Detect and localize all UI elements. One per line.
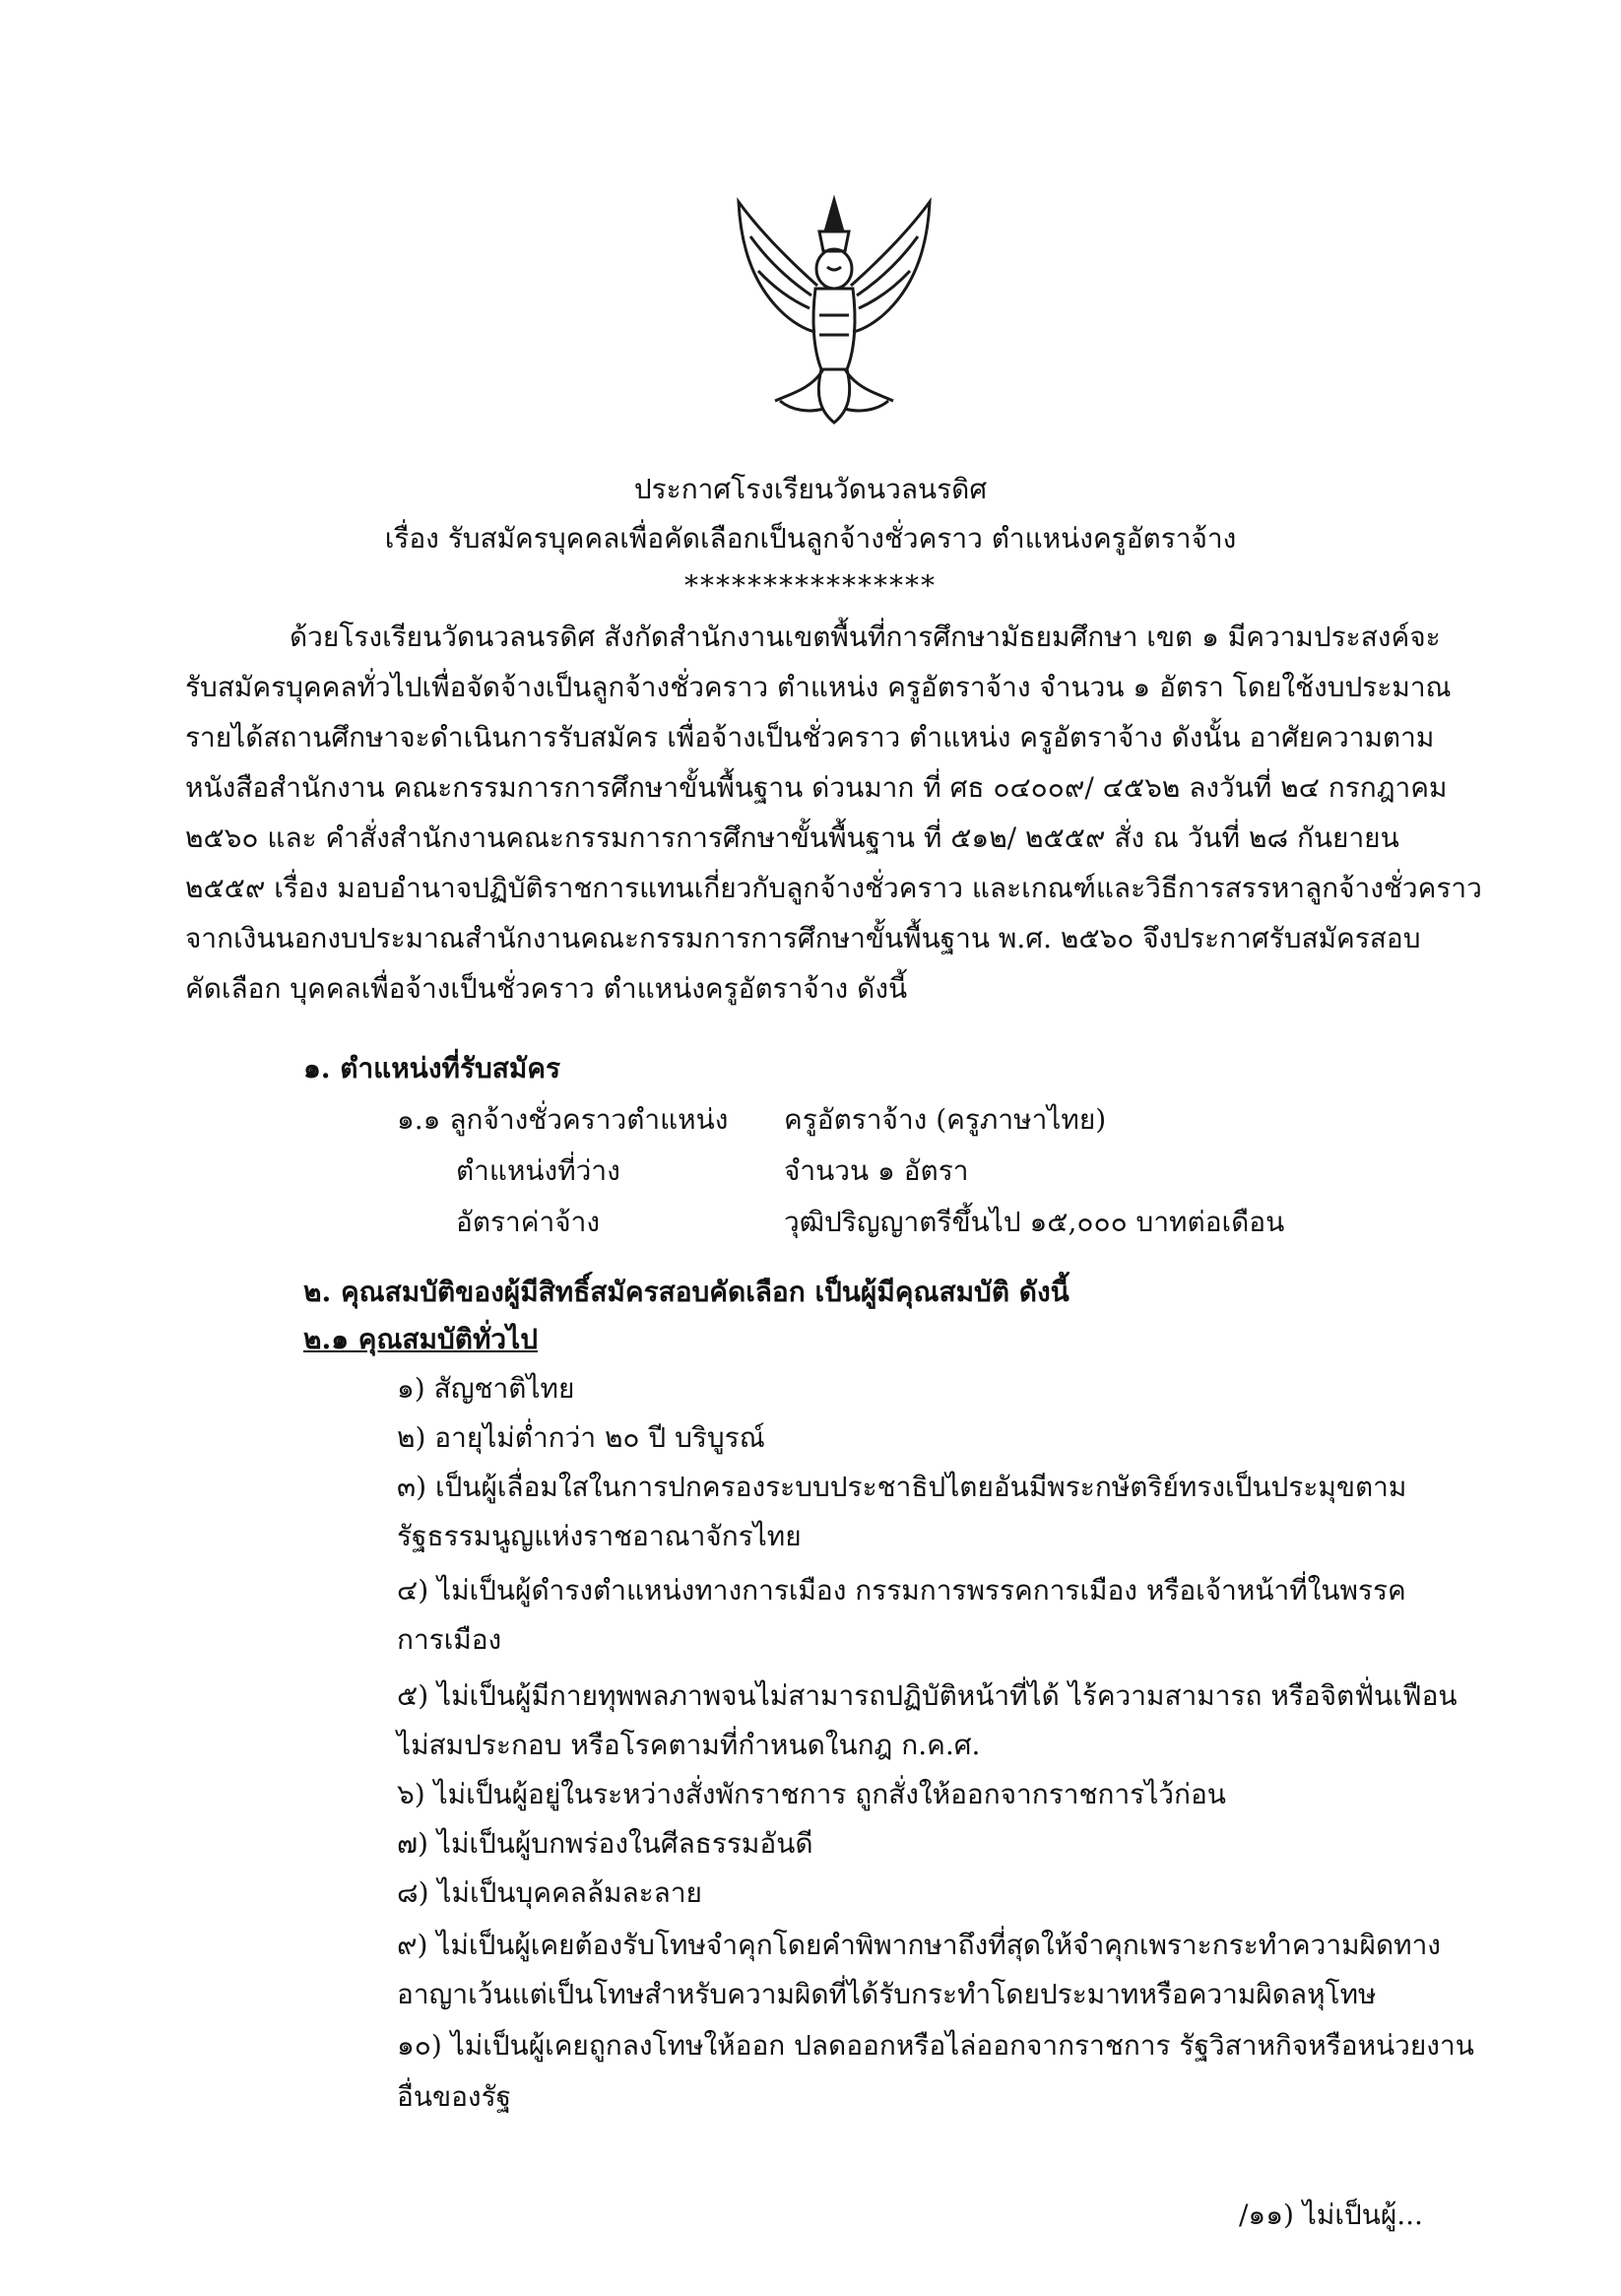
qualification-item-continued: ไม่สมประกอบ หรือโรคตามที่กำหนดในกฎ ก.ค.ศ.	[397, 1729, 981, 1761]
section-2-1-heading: ๒.๑ คุณสมบัติทั่วไป	[303, 1323, 538, 1355]
notice-subject: เรื่อง รับสมัครบุคคลเพื่อคัดเลือกเป็นลูกจ้างชั่วคราว ตำแหน่งครูอัตราจ้าง	[384, 522, 1237, 555]
vacancy-value: จำนวน ๑ อัตรา	[784, 1154, 969, 1187]
intro-line-8: คัดเลือก บุคคลเพื่อจ้างเป็นชั่วคราว ตำแหน่งครูอัตราจ้าง ดังนี้	[185, 972, 908, 1005]
qualification-item: ๓) เป็นผู้เลื่อมใสในการปกครองระบบประชาธิปไตยอันมีพระกษัตริย์ทรงเป็นประมุขตาม	[397, 1471, 1407, 1503]
qualification-item: ๕) ไม่เป็นผู้มีกายทุพพลภาพจนไม่สามารถปฏิบัติหน้าที่ได้ ไร้ความสามารถ หรือจิตฟั่นเฟือน	[397, 1679, 1458, 1712]
notice-title: ประกาศโรงเรียนวัดนวลนรดิศ	[633, 473, 988, 505]
intro-line-1: ด้วยโรงเรียนวัดนวลนรดิศ สังกัดสำนักงานเขตพื้นที่การศึกษามัธยมศึกษา เขต ๑ มีความประสงค์จะ	[290, 621, 1441, 653]
section-2-heading: ๒. คุณสมบัติของผู้มีสิทธิ์สมัครสอบคัดเลือก เป็นผู้มีคุณสมบัติ ดังนี้	[303, 1276, 1070, 1308]
wage-value: วุฒิปริญญาตรีขึ้นไป ๑๕,๐๐๐ บาทต่อเดือน	[784, 1206, 1285, 1238]
qualification-item: ๘) ไม่เป็นบุคคลล้มละลาย	[397, 1876, 702, 1909]
intro-line-2: รับสมัครบุคคลทั่วไปเพื่อจัดจ้างเป็นลูกจ้างชั่วคราว ตำแหน่ง ครูอัตราจ้าง จำนวน ๑ อัตรา โดยใช้งบประมาณ	[185, 671, 1452, 703]
section-1-heading: ๑. ตำแหน่งที่รับสมัคร	[303, 1052, 561, 1084]
qualification-item-continued: อาญาเว้นแต่เป็นโทษสำหรับความผิดที่ได้รับกระทำโดยประมาทหรือความผิดลหุโทษ	[397, 1978, 1377, 2010]
qualification-item: ๒) อายุไม่ต่ำกว่า ๒๐ ปี บริบูรณ์	[397, 1421, 765, 1454]
wage-label: อัตราค่าจ้าง	[456, 1206, 601, 1238]
intro-line-5: ๒๕๖๐ และ คำสั่งสำนักงานคณะกรรมการการศึกษาขั้นพื้นฐาน ที่ ๕๑๒/ ๒๕๕๙ สั่ง ณ วันที่ ๒๘ กันยายน	[185, 821, 1399, 854]
qualification-item-continued: การเมือง	[397, 1623, 502, 1656]
qualification-item: ๔) ไม่เป็นผู้ดำรงตำแหน่งทางการเมือง กรรมการพรรคการเมือง หรือเจ้าหน้าที่ในพรรค	[397, 1574, 1406, 1607]
qualification-item: ๑) สัญชาติไทย	[397, 1372, 575, 1405]
qualification-item: ๑๐) ไม่เป็นผู้เคยถูกลงโทษให้ออก ปลดออกหรือไล่ออกจากราชการ รัฐวิสาหกิจหรือหน่วยงาน	[397, 2029, 1474, 2062]
intro-line-6: ๒๕๕๙ เรื่อง มอบอำนาจปฏิบัติราชการแทนเกี่ยวกับลูกจ้างชั่วคราว และเกณฑ์และวิธีการสรรหาลูกจ้างชั่วคราว	[185, 872, 1482, 904]
position-value: ครูอัตราจ้าง (ครูภาษาไทย)	[784, 1103, 1107, 1136]
qualification-item: ๙) ไม่เป็นผู้เคยต้องรับโทษจำคุกโดยคำพิพากษาถึงที่สุดให้จำคุกเพราะกระทำความผิดทาง	[397, 1929, 1441, 1961]
page-continuation: /๑๑) ไม่เป็นผู้...	[1239, 2198, 1423, 2231]
separator-line: ****************	[684, 569, 937, 602]
qualification-item: ๖) ไม่เป็นผู้อยู่ในระหว่างสั่งพักราชการ ถูกสั่งให้ออกจากราชการไว้ก่อน	[397, 1778, 1226, 1810]
position-label: ๑.๑ ลูกจ้างชั่วคราวตำแหน่ง	[397, 1103, 729, 1136]
intro-line-4: หนังสือสำนักงาน คณะกรรมการการศึกษาขั้นพื้นฐาน ด่วนมาก ที่ ศธ ๐๔๐๐๙/ ๔๕๖๒ ลงวันที่ ๒๔ กรกฎาคม	[185, 771, 1448, 804]
intro-line-3: รายได้สถานศึกษาจะดำเนินการรับสมัคร เพื่อจ้างเป็นชั่วคราว ตำแหน่ง ครูอัตราจ้าง ดังนั้น อาศัยความตาม	[185, 721, 1435, 754]
intro-line-7: จากเงินนอกงบประมาณสำนักงานคณะกรรมการการศึกษาขั้นพื้นฐาน พ.ศ. ๒๕๖๐ จึงประกาศรับสมัครสอบ	[185, 922, 1421, 954]
garuda-emblem-icon	[721, 192, 947, 428]
qualification-item-continued: รัฐธรรมนูญแห่งราชอาณาจักรไทย	[397, 1520, 802, 1552]
vacancy-label: ตำแหน่งที่ว่าง	[456, 1154, 620, 1187]
qualification-item: ๗) ไม่เป็นผู้บกพร่องในศีลธรรมอันดี	[397, 1827, 813, 1860]
qualification-item-continued: อื่นของรัฐ	[397, 2080, 512, 2113]
